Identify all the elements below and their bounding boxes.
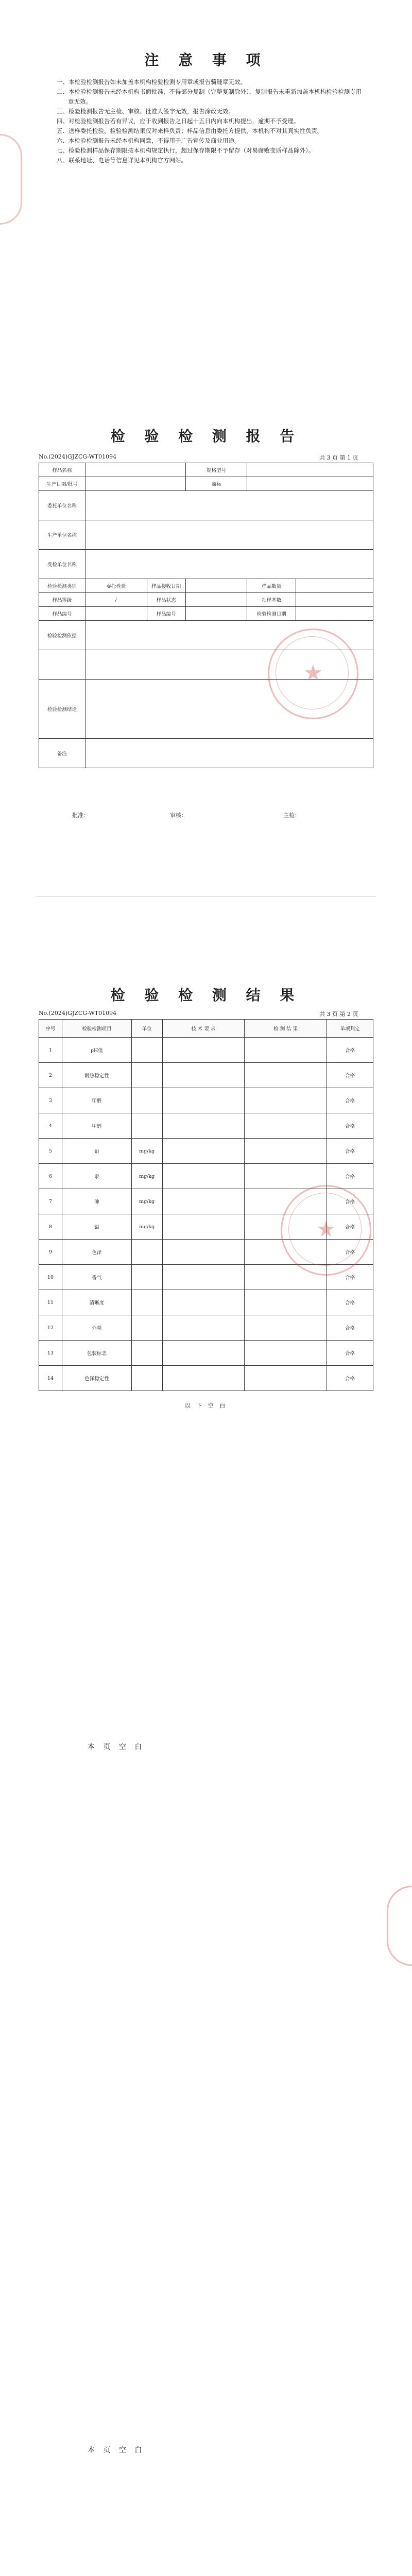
page-divider: [36, 896, 376, 897]
row-unit: [131, 1063, 162, 1088]
row-requirement: [162, 1240, 245, 1265]
notice-list: [57, 77, 366, 165]
value-batch: [85, 477, 185, 491]
row-unit: [131, 1240, 162, 1265]
row-unit: [131, 1113, 162, 1139]
row-item: 甲醇: [62, 1113, 131, 1139]
report-page: [0, 402, 412, 917]
report-title: 检 验 检 测 报 告: [110, 428, 302, 445]
label-batch: 生产日期/批号: [39, 477, 85, 491]
row-unit: [131, 1341, 162, 1366]
row-item: 砷: [62, 1189, 131, 1214]
label-receive-date: 样品接收日期: [147, 579, 185, 593]
notice-item: 六、本检验检测报告未经本机构同意，不得用于广告宣传及商业用途。: [57, 137, 241, 144]
label-basis: 检验检测依据: [39, 621, 85, 650]
row-index: 2: [39, 1063, 62, 1088]
row-requirement: [162, 1315, 245, 1341]
label-method: [39, 650, 85, 680]
blank-page-1: [0, 1638, 412, 2102]
row-judgement: 合格: [327, 1063, 373, 1088]
row-unit: [131, 1088, 162, 1113]
label-sample-no-2: 样品编号: [147, 607, 185, 621]
inspection-seal: [268, 629, 358, 719]
label-state: 样品状态: [147, 593, 185, 607]
row-unit: [131, 1366, 162, 1391]
tester-label: 主检：: [283, 812, 300, 819]
row-judgement: 合格: [327, 1139, 373, 1164]
value-test-date: [296, 607, 373, 621]
row-index: 4: [39, 1113, 62, 1139]
row-index: 10: [39, 1265, 62, 1290]
reviewer-label: 审核：: [170, 812, 187, 819]
blank-notice: 本 页 空 白: [88, 1743, 145, 1751]
row-judgement: 合格: [327, 1315, 373, 1341]
row-item: 汞: [62, 1164, 131, 1189]
col-judgement: 单项判定: [327, 1020, 373, 1038]
value-category: 委托检验: [85, 579, 147, 593]
row-index: 3: [39, 1088, 62, 1113]
notice-title: 注 意 事 项: [144, 52, 268, 69]
row-requirement: [162, 1290, 245, 1315]
value-sample-no: [85, 607, 147, 621]
col-requirement: 技 术 要 求: [162, 1020, 245, 1038]
col-index: 序号: [39, 1020, 62, 1038]
row-unit: mg/kg: [131, 1164, 162, 1189]
value-quantity: [296, 579, 373, 593]
table-row: [39, 1290, 373, 1315]
row-judgement: 合格: [327, 1240, 373, 1265]
table-row: [39, 1088, 373, 1113]
row-requirement: [162, 1265, 245, 1290]
row-item: 香气: [62, 1265, 131, 1290]
row-index: 8: [39, 1214, 62, 1240]
seam-stamp-right: [387, 1886, 412, 1966]
row-unit: mg/kg: [131, 1189, 162, 1214]
value-sample-no-2: [185, 607, 247, 621]
label-quantity: 样品数量: [247, 579, 296, 593]
row-index: 9: [39, 1240, 62, 1265]
row-item: 耐热稳定性: [62, 1063, 131, 1088]
label-category: 检验检测类别: [39, 579, 85, 593]
row-judgement: 合格: [327, 1366, 373, 1391]
label-trademark: 商标: [185, 477, 247, 491]
col-unit: 单位: [131, 1020, 162, 1038]
value-producer: [85, 520, 373, 550]
row-requirement: [162, 1088, 245, 1113]
notice-item: 七、检验检测样品保存期限按本机构规定执行，超过保存期限不予留存（对易腐败变质样品除外）。: [57, 147, 315, 154]
row-item: 外观: [62, 1315, 131, 1341]
row-index: 7: [39, 1189, 62, 1214]
row-result: [245, 1139, 327, 1164]
row-item: 镉: [62, 1214, 131, 1240]
report-info-table: [39, 463, 373, 768]
end-of-results: 以 下 空 白: [184, 1402, 228, 1409]
label-producer: 生产单位名称: [39, 520, 85, 550]
results-number: No.(2024)GJZCG-WT01094: [39, 1010, 117, 1016]
results-page: [0, 969, 412, 1484]
row-unit: [131, 1315, 162, 1341]
row-requirement: [162, 1139, 245, 1164]
label-grade: 样品等级: [39, 593, 85, 607]
blank-page-2: [0, 2401, 412, 2576]
row-requirement: [162, 1063, 245, 1088]
row-unit: [131, 1038, 162, 1063]
results-title: 检 验 检 测 结 果: [110, 987, 302, 1004]
row-requirement: [162, 1164, 245, 1189]
row-result: [245, 1164, 327, 1189]
row-item: 铅: [62, 1139, 131, 1164]
row-index: 5: [39, 1139, 62, 1164]
row-judgement: 合格: [327, 1189, 373, 1214]
row-unit: mg/kg: [131, 1214, 162, 1240]
row-judgement: 合格: [327, 1113, 373, 1139]
row-index: 6: [39, 1164, 62, 1189]
table-row: [39, 1315, 373, 1341]
notice-item: 三、检验检测报告无主检、审核、批准人签字无效，报告涂改无效。: [57, 108, 234, 115]
notice-item: 二、本检验检测报告未经本机构书面批准，不得部分复制（完整复制除外），复制报告未重新加盖本机构检验检测专用章无效。: [57, 88, 362, 105]
row-result: [245, 1063, 327, 1088]
row-item: pH值: [62, 1038, 131, 1063]
value-spec: [247, 463, 373, 477]
row-item: 清晰度: [62, 1290, 131, 1315]
notice-item: 五、送样委托检验，检验检测结果仅对来样负责；样品信息由委托方提供，本机构不对其真实性负责。: [57, 127, 323, 134]
value-remarks: [85, 739, 373, 768]
row-judgement: 合格: [327, 1265, 373, 1290]
seal-star-icon: ★: [303, 660, 323, 685]
row-requirement: [162, 1214, 245, 1240]
notice-item: 八、联系地址、电话等信息详见本机构官方网站。: [57, 157, 187, 164]
notice-item: 一、本检验检测报告如未加盖本机构检验检测专用章或报告骑缝章无效。: [57, 78, 246, 86]
row-result: [245, 1038, 327, 1063]
value-grade: /: [85, 593, 147, 607]
row-judgement: 合格: [327, 1088, 373, 1113]
row-requirement: [162, 1113, 245, 1139]
label-base: 抽样基数: [247, 593, 296, 607]
value-state: [185, 593, 247, 607]
row-judgement: 合格: [327, 1164, 373, 1189]
col-item: 检验检测项目: [62, 1020, 131, 1038]
label-test-date: 检验检测日期: [247, 607, 296, 621]
row-judgement: 合格: [327, 1214, 373, 1240]
row-unit: mg/kg: [131, 1139, 162, 1164]
label-client: 委托单位名称: [39, 491, 85, 520]
results-page-indicator: 共 3 页 第 2 页: [319, 1011, 358, 1018]
table-row: [39, 1113, 373, 1139]
label-sample-no: 样品编号: [39, 607, 85, 621]
seal-star-icon: ★: [316, 1216, 336, 1242]
table-row: [39, 1038, 373, 1063]
table-row: [39, 1139, 373, 1164]
table-row: [39, 1063, 373, 1088]
value-sample-name: [85, 463, 185, 477]
row-judgement: 合格: [327, 1038, 373, 1063]
row-index: 13: [39, 1341, 62, 1366]
row-unit: [131, 1290, 162, 1315]
row-index: 14: [39, 1366, 62, 1391]
table-row: [39, 1341, 373, 1366]
row-unit: [131, 1265, 162, 1290]
value-base: [296, 593, 373, 607]
col-result: 检 测 结 果: [245, 1020, 327, 1038]
row-requirement: [162, 1341, 245, 1366]
row-result: [245, 1290, 327, 1315]
blank-notice: 本 页 空 白: [88, 2446, 145, 2454]
seam-stamp: [0, 134, 22, 225]
row-index: 12: [39, 1315, 62, 1341]
row-judgement: 合格: [327, 1290, 373, 1315]
label-spec: 规格型号: [185, 463, 247, 477]
row-judgement: 合格: [327, 1341, 373, 1366]
value-inspected: [85, 550, 373, 579]
row-item: 包装标志: [62, 1341, 131, 1366]
row-item: 色泽: [62, 1240, 131, 1265]
row-requirement: [162, 1038, 245, 1063]
table-row: [39, 1366, 373, 1391]
row-result: [245, 1366, 327, 1391]
label-remarks: 备注: [39, 739, 85, 768]
page-indicator: 共 3 页 第 1 页: [319, 454, 358, 461]
row-result: [245, 1113, 327, 1139]
row-result: [245, 1315, 327, 1341]
row-index: 1: [39, 1038, 62, 1063]
notice-item: 四、对检验检测报告若有异议，应于收到报告之日起十五日内向本机构提出，逾期不予受理。: [57, 117, 300, 125]
label-inspected: 受检单位名称: [39, 550, 85, 579]
notice-page: [0, 0, 412, 412]
row-result: [245, 1088, 327, 1113]
approver-label: 批准：: [72, 812, 89, 819]
row-item: 甲醛: [62, 1088, 131, 1113]
value-client: [85, 491, 373, 520]
row-item: 色泽稳定性: [62, 1366, 131, 1391]
row-index: 11: [39, 1290, 62, 1315]
results-seal: [281, 1185, 371, 1276]
value-trademark: [247, 477, 373, 491]
label-sample-name: 样品名称: [39, 463, 85, 477]
value-receive-date: [185, 579, 247, 593]
row-requirement: [162, 1189, 245, 1214]
row-requirement: [162, 1366, 245, 1391]
label-conclusion: 检验检测结论: [39, 680, 85, 739]
report-number: No.(2024)GJZCG-WT01094: [39, 453, 117, 460]
row-result: [245, 1341, 327, 1366]
